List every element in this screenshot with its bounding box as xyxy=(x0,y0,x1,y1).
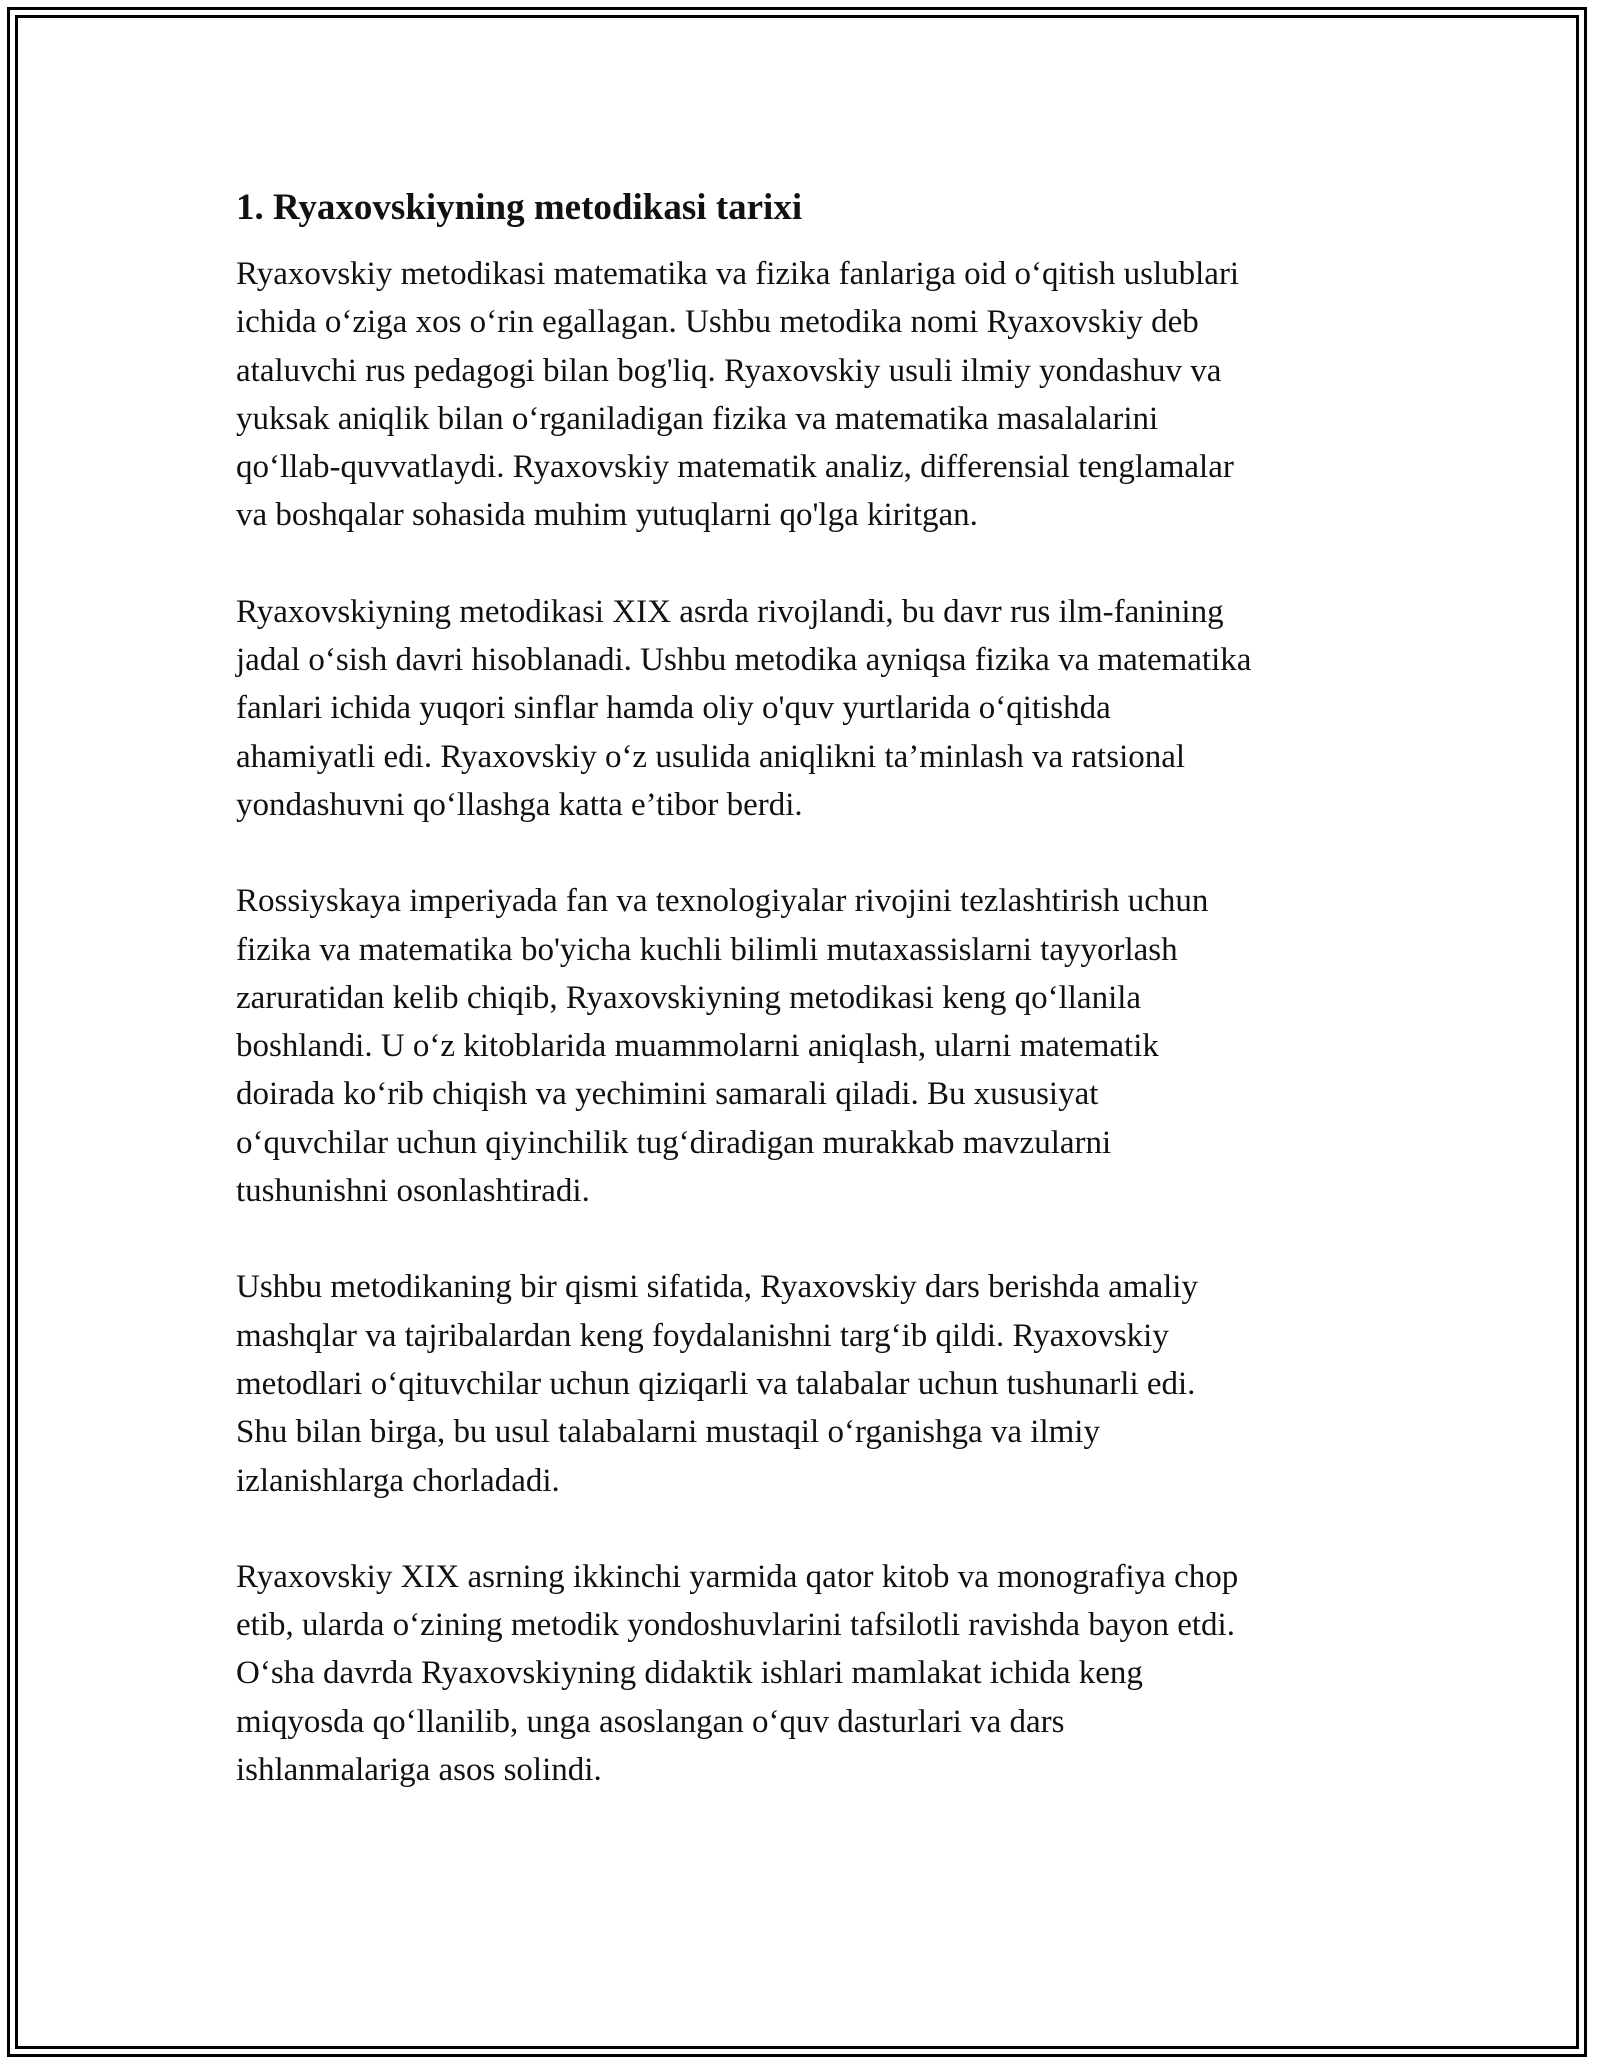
paragraph-5: Ryaxovskiy XIX asrning ikkinchi yarmida qator kitob va monografiya chop etib, ularda o‘zining metodik yondoshuvlarini tafsilotli ravishda bayon etdi. O‘sha davrda Ryaxovskiyning didaktik ishlari mamlakat ichida keng miqyosda qo‘llanilib, unga asoslangan o‘quv dasturlari va dars ishlanmalariga asos solindi. xyxy=(236,1558,1239,1789)
paragraph-2: Ryaxovskiyning metodikasi XIX asrda rivojlandi, bu davr rus ilm-fanining jadal o‘sish davri hisoblanadi. Ushbu metodika ayniqsa fizika va matematika fanlari ichida yuqori sinflar hamda oliy o'quv yurtlarida o‘qitishda ahamiyatli edi. Ryaxovskiy o‘z usulida aniqlikni ta’minlash va ratsional yondashuvni qo‘llashga katta e’tibor berdi. xyxy=(236,593,1252,823)
paragraph-3: Rossiyskaya imperiyada fan va texnologiyalar rivojini tezlashtirish uchun fizika va matematika bo'yicha kuchli bilimli mutaxassislarni tayyorlash zaruratidan kelib chiqib, Ryaxovskiyning metodikasi keng qo‘llanila boshlandi. U o‘z kitoblarida muammolarni aniqlash, ularni matematik doirada ko‘rib chiqish va yechimini samarali qiladi. Bu xususiyat o‘quvchilar uchun qiyinchilik tug‘diradigan murakkab mavzularni tushunishni osonlashtiradi. xyxy=(236,883,1209,1210)
paragraph-4: Ushbu metodikaning bir qismi sifatida, Ryaxovskiy dars berishda amaliy mashqlar va tajribalardan keng foydalanishni targ‘ib qildi. Ryaxovskiy metodlari o‘qituvchilar uchun qiziqarli va talabalar uchun tushunarli edi. Shu bilan birga, bu usul talabalarni mustaqil o‘rganishga va ilmiy izlanishlarga chorladadi. xyxy=(236,1269,1198,1499)
section-heading: 1. Ryaxovskiyning metodikasi tarixi xyxy=(236,187,803,228)
document-body xyxy=(236,184,1386,1842)
paragraph-1: Ryaxovskiy metodikasi matematika va fizika fanlariga oid o‘qitish uslublari ichida o‘ziga xos o‘rin egallagan. Ushbu metodika nomi Ryaxovskiy deb ataluvchi rus pedagogi bilan bog'liq. Ryaxovskiy usuli ilmiy yondashuv va yuksak aniqlik bilan o‘rganiladigan fizika va matematika masalalarini qo‘llab-quvvatlaydi. Ryaxovskiy matematik analiz, differensial tenglamalar va boshqalar sohasida muhim yutuqlarni qo'lga kiritgan. xyxy=(236,256,1240,534)
